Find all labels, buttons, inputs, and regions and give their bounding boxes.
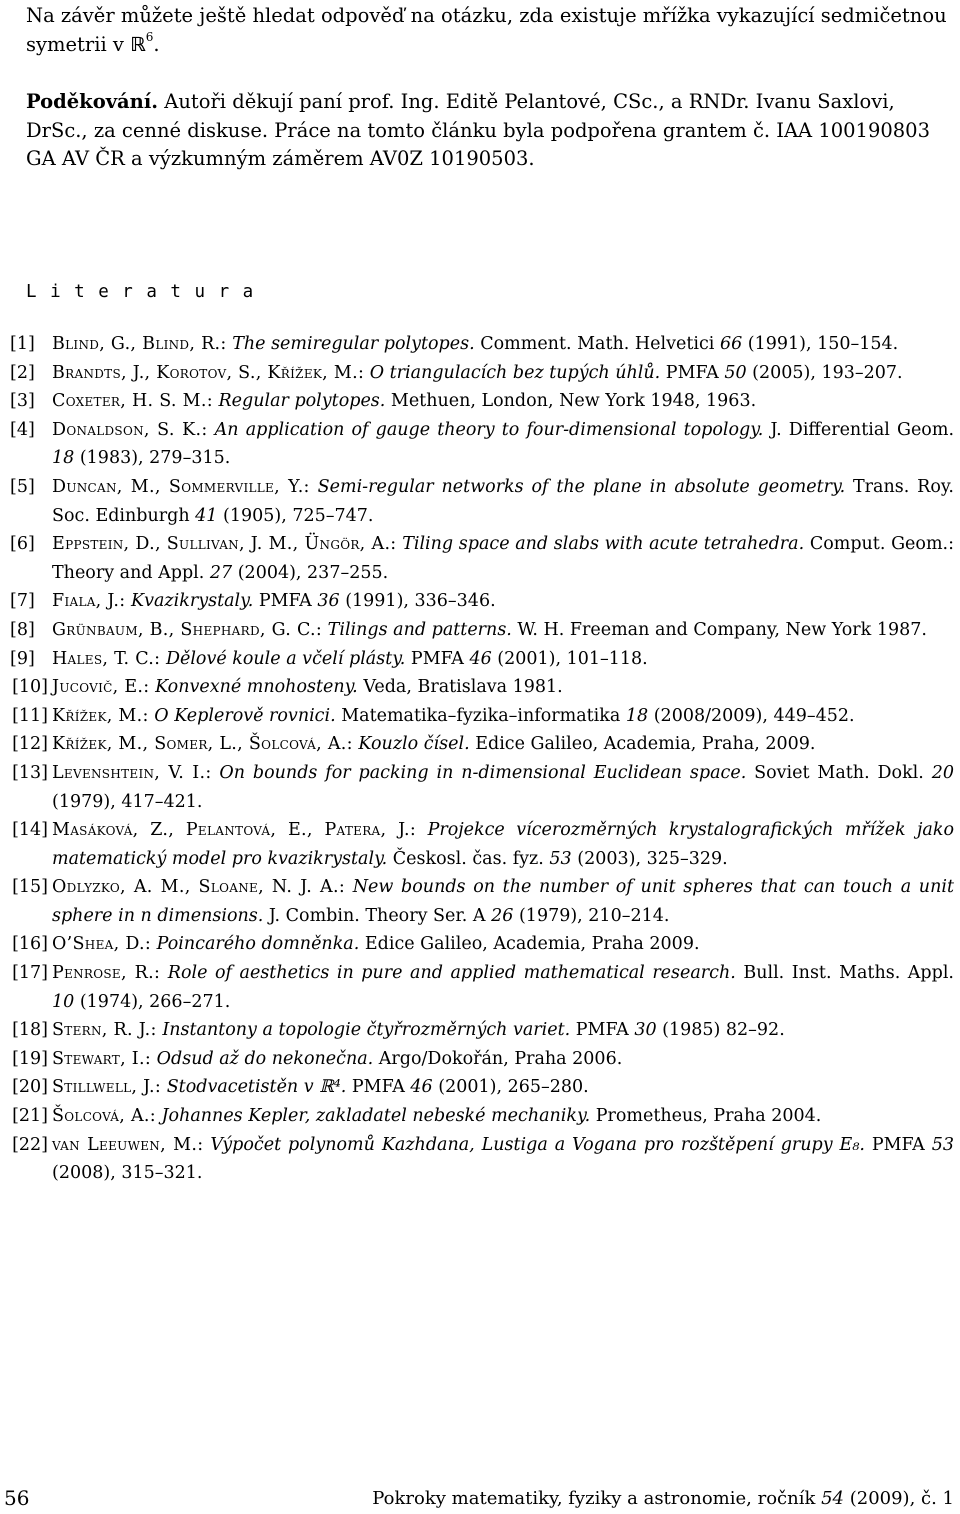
reference-title: Stodvacetistěn v ℝ⁴. [166, 1077, 347, 1098]
reference-title: Semi-regular networks of the plane in absolute geometry. [317, 476, 846, 497]
journal-issue: (2009), č. 1 [844, 1488, 954, 1509]
reference-authors: Fiala, J.: [52, 591, 126, 612]
reference-authors: Křížek, M., Somer, L., Šolcová, A.: [52, 734, 353, 755]
reference-authors: Grünbaum, B., Shephard, G. C.: [52, 619, 323, 640]
space-exponent: 6 [145, 30, 154, 44]
journal-info [372, 1488, 954, 1509]
reference-authors: Coxeter, H. S. M.: [52, 391, 213, 412]
reference-authors: O’Shea, D.: [52, 934, 152, 955]
reference-authors: Stern, R. J.: [52, 1020, 157, 1041]
reference-authors: Masáková, Z., Pelantová, E., Patera, J.: [52, 820, 417, 841]
reference-volume: 53 [931, 1134, 954, 1155]
journal-volume: 54 [821, 1488, 844, 1509]
reference-item [0, 473, 960, 530]
reference-number: [18] [12, 1020, 48, 1041]
reference-authors: Hales, T. C.: [52, 648, 161, 669]
reference-source: W. H. Freeman and Company, New York 1987. [511, 619, 927, 640]
reference-tail: (1905), 725–747. [217, 505, 374, 526]
reference-authors: Duncan, M., Sommerville, Y.: [52, 476, 310, 497]
intro-paragraph [26, 2, 954, 59]
reference-source: Trans. Roy. Soc. Edinburgh [52, 476, 954, 526]
reference-volume: 41 [195, 505, 218, 526]
reference-item [0, 387, 960, 416]
reference-item [0, 587, 960, 616]
reference-tail: (1991), 336–346. [339, 591, 496, 612]
reference-title: The semiregular polytopes. [232, 334, 475, 354]
reference-source: Edice Galileo, Academia, Praha 2009. [359, 934, 700, 955]
reference-title: Tilings and patterns. [327, 619, 512, 640]
reference-authors: Donaldson, S. K.: [52, 419, 208, 440]
reference-title: Kvazikrystaly. [131, 591, 254, 612]
reference-source: J. Differential Geom. [763, 419, 955, 440]
reference-source: Comment. Math. Helvetici [474, 334, 720, 354]
reference-item [0, 616, 960, 645]
page-footer [0, 1486, 960, 1514]
reference-item [0, 645, 960, 674]
reference-source: Soviet Math. Dokl. [746, 762, 932, 783]
reference-number: [11] [12, 705, 48, 726]
reference-tail: (1979), 210–214. [513, 905, 670, 926]
reference-item [0, 1016, 960, 1045]
reference-authors: Levenshtein, V. I.: [52, 762, 212, 783]
reference-volume: 20 [931, 762, 954, 783]
reference-title: Dělové koule a včelí plásty. [165, 648, 406, 669]
reference-authors: Stillwell, J.: [52, 1077, 162, 1098]
reference-title: Poincarého domněnka. [156, 934, 360, 955]
reference-title: Instantony a topologie čtyřrozměrných variet. [162, 1020, 571, 1041]
reference-number: [3] [10, 391, 35, 412]
reference-volume: 46 [469, 648, 492, 669]
reference-tail: (1979), 417–421. [52, 791, 203, 812]
reference-authors: Odlyzko, A. M., Sloane, N. J. A.: [52, 877, 346, 898]
reference-item [0, 730, 960, 759]
reference-volume: 27 [209, 562, 233, 583]
journal-name: Pokroky matematiky, fyziky a astronomie, ročník [372, 1488, 822, 1509]
reference-number: [1] [10, 334, 35, 354]
reference-authors: Brandts, J., Korotov, S., Křížek, M.: [52, 362, 365, 383]
reference-authors: van Leeuwen, M.: [52, 1134, 204, 1155]
acknowledgement-text: Autoři děkují paní prof. Ing. Editě Pelantové, CSc., a RNDr. Ivanu Saxlovi, DrSc., za cenné diskuse. Práce na tomto článku byla podpořena grantem č. IAA 100190803 GA AV ČR a výzkumným záměrem AV0Z 10190503. [26, 90, 930, 170]
reference-title: O Keplerově rovnici. [154, 705, 336, 726]
reference-source: PMFA [253, 591, 318, 612]
reference-item [0, 1102, 960, 1131]
reference-number: [8] [10, 619, 35, 640]
reference-number: [12] [12, 734, 48, 755]
reference-number: [20] [12, 1077, 48, 1098]
reference-item [0, 330, 960, 359]
reference-number: [7] [10, 591, 35, 612]
reference-volume: 10 [52, 991, 75, 1012]
reference-list [0, 330, 960, 1188]
reference-tail: (2001), 265–280. [432, 1077, 589, 1098]
reference-source: PMFA [660, 362, 725, 383]
intro-tail: . [153, 32, 160, 56]
reference-tail: (2004), 237–255. [232, 562, 389, 583]
reference-number: [9] [10, 648, 35, 669]
page-number: 56 [4, 1486, 30, 1510]
reference-number: [19] [12, 1048, 48, 1069]
reference-tail: (1983), 279–315. [74, 448, 231, 469]
reference-volume: 66 [719, 334, 743, 354]
reference-number: [13] [12, 762, 48, 783]
reference-tail: (2001), 101–118. [491, 648, 648, 669]
reference-source: Comput. Geom.: Theory and Appl. [52, 534, 954, 583]
reference-title: Role of aesthetics in pure and applied mathematical research. [167, 963, 736, 984]
reference-number: [5] [10, 476, 35, 497]
reference-item [0, 359, 960, 388]
reference-item [0, 873, 960, 930]
reference-volume: 18 [625, 705, 649, 726]
reference-title: Johannes Kepler, zakladatel nebeské mechaniky. [161, 1106, 591, 1127]
reference-title: An application of gauge theory to four-dimensional topology. [214, 419, 764, 440]
reference-authors: Eppstein, D., Sullivan, J. M., Üngör, A.: [52, 534, 397, 555]
reference-item [0, 959, 960, 1016]
reference-number: [21] [12, 1106, 48, 1127]
reference-number: [14] [12, 820, 48, 841]
reference-source: Methuen, London, New York 1948, 1963. [385, 391, 757, 412]
reference-authors: Jucovič, E.: [52, 677, 150, 698]
reference-authors: Křížek, M.: [52, 705, 149, 726]
reference-source: J. Combin. Theory Ser. A [263, 905, 492, 926]
reference-number: [2] [10, 362, 35, 383]
reference-tail: (1974), 266–271. [74, 991, 231, 1012]
reference-volume: 46 [410, 1077, 433, 1098]
reference-title: Projekce vícerozměrných krystalografických mřížek jako matematický model pro kvazikrystaly. [52, 820, 954, 869]
reference-title: Odsud až do nekonečna. [156, 1048, 374, 1069]
reference-number: [15] [12, 877, 48, 898]
reference-number: [4] [10, 419, 35, 440]
references-heading: L i t e r a t u r a [26, 282, 255, 302]
reference-authors: Šolcová, A.: [52, 1106, 156, 1127]
reference-tail: (1985) 82–92. [656, 1020, 785, 1041]
reference-number: [17] [12, 963, 48, 984]
reference-source: Bull. Inst. Maths. Appl. [735, 963, 955, 984]
reference-title: Kouzlo čísel. [358, 734, 470, 755]
reference-title: Tiling space and slabs with acute tetrahedra. [402, 534, 805, 555]
reference-tail: (2008/2009), 449–452. [648, 705, 855, 726]
reference-source: Argo/Dokořán, Praha 2006. [373, 1048, 623, 1069]
reference-number: [6] [10, 534, 35, 555]
reference-volume: 18 [52, 448, 75, 469]
reference-item [0, 1045, 960, 1074]
reference-tail: (1991), 150–154. [742, 334, 899, 354]
reference-title: On bounds for packing in n-dimensional Euclidean space. [219, 762, 747, 783]
reference-source: PMFA [405, 648, 470, 669]
reference-volume: 30 [634, 1020, 657, 1041]
reference-number: [10] [12, 677, 48, 698]
intro-text: Na závěr můžete ještě hledat odpověď na otázku, zda existuje mřížka vykazující sedmičetnou symetrii v [26, 4, 947, 56]
reference-tail: (2003), 325–329. [571, 848, 728, 869]
reference-title: Konvexné mnohosteny. [155, 677, 358, 698]
reference-source: Edice Galileo, Academia, Praha, 2009. [469, 734, 816, 755]
reference-item [0, 816, 960, 873]
reference-authors: Stewart, I.: [52, 1048, 152, 1069]
reference-title: New bounds on the number of unit spheres that can touch a unit sphere in n dimensions. [52, 877, 954, 926]
reference-item [0, 759, 960, 816]
reference-title: Výpočet polynomů Kazhdana, Lustiga a Vogana pro rozštěpení grupy E₈. [210, 1134, 865, 1155]
reference-authors: Penrose, R.: [52, 963, 161, 984]
real-space-symbol: ℝ [130, 32, 146, 56]
reference-volume: 36 [317, 591, 340, 612]
reference-source: PMFA [864, 1134, 932, 1155]
reference-number: [16] [12, 934, 48, 955]
reference-tail: (2008), 315–321. [52, 1163, 203, 1184]
reference-source: Českosl. čas. fyz. [387, 848, 550, 869]
reference-volume: 26 [491, 905, 514, 926]
reference-item [0, 530, 960, 587]
reference-source: Matematika–fyzika–informatika [335, 705, 626, 726]
acknowledgement-paragraph [26, 88, 954, 174]
reference-volume: 50 [724, 362, 747, 383]
reference-source: PMFA [346, 1077, 411, 1098]
reference-item [0, 673, 960, 702]
reference-item [0, 930, 960, 959]
reference-source: Veda, Bratislava 1981. [357, 677, 563, 698]
reference-title: Regular polytopes. [218, 391, 386, 412]
reference-title: O triangulacích bez tupých úhlů. [369, 362, 661, 383]
reference-authors: Blind, G., Blind, R.: [52, 334, 227, 354]
reference-item [0, 1131, 960, 1188]
acknowledgement-label: Poděkování. [26, 90, 159, 113]
reference-item [0, 416, 960, 473]
reference-volume: 53 [549, 848, 572, 869]
reference-number: [22] [12, 1134, 48, 1155]
reference-source: PMFA [570, 1020, 635, 1041]
reference-source: Prometheus, Praha 2004. [590, 1106, 822, 1127]
reference-item [0, 702, 960, 731]
reference-tail: (2005), 193–207. [746, 362, 903, 383]
reference-item [0, 1073, 960, 1102]
